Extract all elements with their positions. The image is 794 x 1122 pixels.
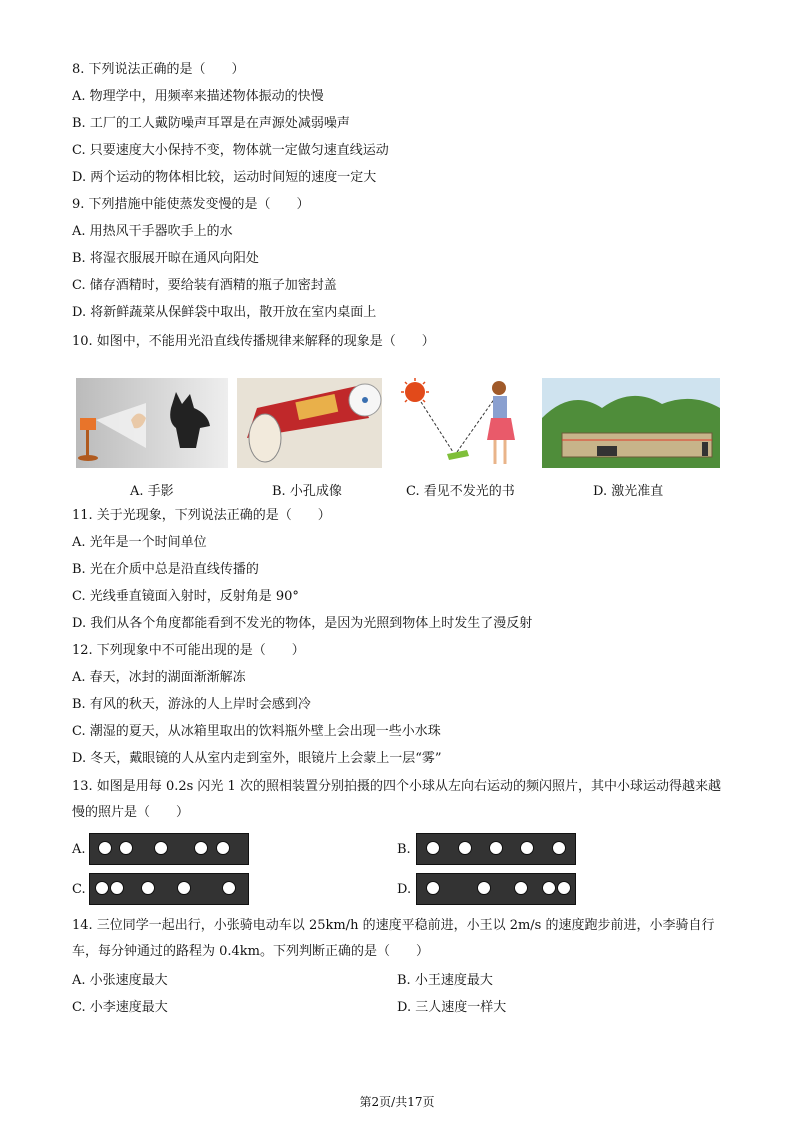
ball bbox=[542, 881, 556, 895]
q11-option-c: C. 光线垂直镜面入射时，反射角是 90° bbox=[72, 589, 299, 604]
ball bbox=[222, 881, 236, 895]
q10-caption-b: B. 小孔成像 bbox=[272, 484, 342, 499]
q10-caption-a: A. 手影 bbox=[130, 484, 174, 499]
q9-stem: 9. 下列措施中能使蒸发变慢的是（ ） bbox=[72, 197, 310, 212]
ball bbox=[426, 881, 440, 895]
pinhole-camera-picture bbox=[237, 378, 382, 468]
ball bbox=[177, 881, 191, 895]
strobe-strip-b bbox=[416, 833, 576, 865]
q14-option-b: B. 小王速度最大 bbox=[397, 973, 493, 988]
q10-caption-d: D. 激光准直 bbox=[593, 484, 664, 499]
page-number: 第2页/共17页 bbox=[359, 1095, 435, 1109]
q13-label-a: A. bbox=[72, 842, 86, 857]
ball bbox=[458, 841, 472, 855]
q13-label-d: D. bbox=[397, 882, 412, 897]
q8-option-d: D. 两个运动的物体相比较，运动时间短的速度一定大 bbox=[72, 170, 377, 185]
ball bbox=[514, 881, 528, 895]
q14-stem: 14. 三位同学一起出行，小张骑电动车以 25km/h 的速度平稳前进，小王以 2m/s 的速度跑步前进，小李骑自行车，每分钟通过的路程为 0.4km。下列判断正确的是（ ） bbox=[72, 918, 715, 959]
ball bbox=[477, 881, 491, 895]
q13-label-c: C. bbox=[72, 882, 86, 897]
q10-stem: 10. 如图中，不能用光沿直线传播规律来解释的现象是（ ） bbox=[72, 334, 435, 349]
q12-stem: 12. 下列现象中不可能出现的是（ ） bbox=[72, 643, 305, 658]
q13-label-b: B. bbox=[397, 842, 411, 857]
q12-option-b: B. 有风的秋天，游泳的人上岸时会感到冷 bbox=[72, 697, 311, 712]
q11-option-d: D. 我们从各个角度都能看到不发光的物体，是因为光照到物体上时发生了漫反射 bbox=[72, 616, 533, 631]
q12-option-c: C. 潮湿的夏天，从冰箱里取出的饮料瓶外壁上会出现一些小水珠 bbox=[72, 724, 441, 739]
ball bbox=[119, 841, 133, 855]
q12-option-a: A. 春天，冰封的湖面渐渐解冻 bbox=[72, 670, 246, 685]
strobe-strip-d bbox=[416, 873, 576, 905]
q11-option-a: A. 光年是一个时间单位 bbox=[72, 535, 207, 550]
laser-collimation-picture bbox=[542, 378, 720, 468]
q9-option-d: D. 将新鲜蔬菜从保鲜袋中取出，散开放在室内桌面上 bbox=[72, 305, 377, 320]
q12-option-d: D. 冬天，戴眼镜的人从室内走到室外，眼镜片上会蒙上一层“雾” bbox=[72, 751, 442, 766]
q14-option-c: C. 小李速度最大 bbox=[72, 1000, 168, 1015]
hand-shadow-picture bbox=[76, 378, 228, 468]
q14-option-d: D. 三人速度一样大 bbox=[397, 1000, 507, 1015]
q11-stem: 11. 关于光现象，下列说法正确的是（ ） bbox=[72, 508, 331, 523]
ball bbox=[557, 881, 571, 895]
ball bbox=[489, 841, 503, 855]
q10-caption-c: C. 看见不发光的书 bbox=[406, 484, 515, 499]
ball bbox=[98, 841, 112, 855]
ball bbox=[552, 841, 566, 855]
q9-option-b: B. 将湿衣服展开晾在通风向阳处 bbox=[72, 251, 259, 266]
ball bbox=[154, 841, 168, 855]
q8-option-a: A. 物理学中，用频率来描述物体振动的快慢 bbox=[72, 89, 324, 104]
q9-option-a: A. 用热风干手器吹手上的水 bbox=[72, 224, 233, 239]
q11-option-b: B. 光在介质中总是沿直线传播的 bbox=[72, 562, 259, 577]
q8-option-c: C. 只要速度大小保持不变，物体就一定做匀速直线运动 bbox=[72, 143, 389, 158]
q8-stem: 8. 下列说法正确的是（ ） bbox=[72, 62, 245, 77]
ball bbox=[216, 841, 230, 855]
ball bbox=[194, 841, 208, 855]
ball bbox=[520, 841, 534, 855]
ball bbox=[141, 881, 155, 895]
q8-option-b: B. 工厂的工人戴防噪声耳罩是在声源处减弱噪声 bbox=[72, 116, 350, 131]
q9-option-c: C. 储存酒精时，要给装有酒精的瓶子加密封盖 bbox=[72, 278, 337, 293]
strobe-strip-a bbox=[89, 833, 249, 865]
seeing-book-picture bbox=[395, 378, 530, 468]
ball bbox=[95, 881, 109, 895]
strobe-strip-c bbox=[89, 873, 249, 905]
q14-option-a: A. 小张速度最大 bbox=[72, 973, 168, 988]
ball bbox=[110, 881, 124, 895]
ball bbox=[426, 841, 440, 855]
q13-stem: 13. 如图是用每 0.2s 闪光 1 次的照相装置分别拍摄的四个小球从左向右运动的频闪照片，其中小球运动得越来越慢的照片是（ ） bbox=[72, 779, 721, 820]
